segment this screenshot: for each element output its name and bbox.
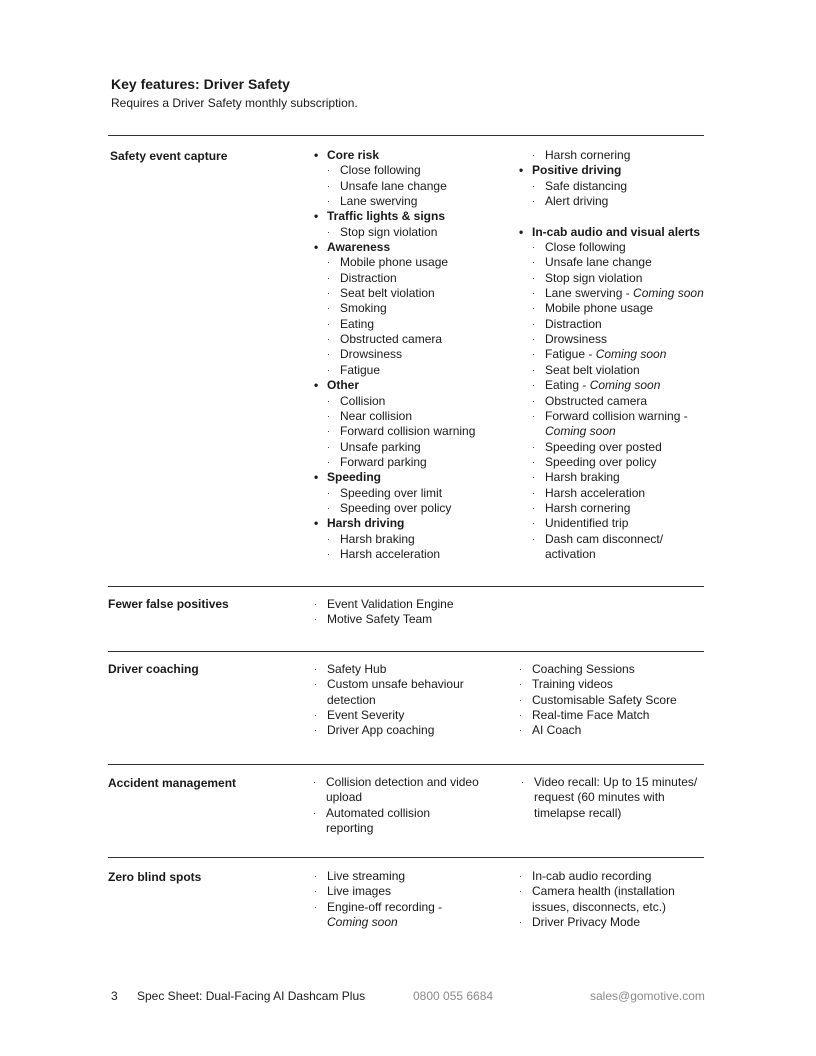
list-item-text: Speeding over policy <box>340 500 452 515</box>
list-item-text: Customisable Safety Score <box>532 692 677 707</box>
list-item <box>327 440 475 455</box>
list-item <box>519 677 677 692</box>
list-item <box>532 363 704 378</box>
list-item-text: Speeding over limit <box>340 485 443 500</box>
list-item-text: detection <box>327 692 376 707</box>
bullet-icon: · <box>327 334 330 345</box>
list-item <box>327 271 475 286</box>
bullet-icon: • <box>314 470 319 485</box>
list-item-text: Smoking <box>340 301 387 316</box>
list-item <box>327 486 475 501</box>
bullet-icon: · <box>532 180 535 191</box>
list-item <box>532 501 704 516</box>
bullet-icon: · <box>313 777 316 787</box>
list-item-text: Speeding over posted <box>545 439 662 454</box>
list-item-text: Obstructed camera <box>545 393 648 408</box>
list-item <box>532 301 704 316</box>
bullet-icon: · <box>532 303 535 314</box>
list-item <box>532 378 704 393</box>
list-item <box>314 378 475 393</box>
list-item-text: Event Validation Engine <box>327 597 454 611</box>
list-item-text: Collision <box>340 393 386 408</box>
bullet-icon: · <box>327 349 330 360</box>
list-item-text: Distraction <box>545 316 602 331</box>
bullet-icon: · <box>532 334 535 345</box>
list-item-note: Coming soon <box>545 424 616 439</box>
list-item-text: Seat belt violation <box>545 362 640 377</box>
list-item-text: Speeding <box>327 470 382 485</box>
list-item <box>532 271 704 286</box>
footer-email: sales@gomotive.com <box>590 989 705 1003</box>
list-item <box>532 179 704 194</box>
list-item <box>314 597 454 612</box>
section-label-zero-blind-spots: Zero blind spots <box>108 870 202 884</box>
list-item-text: Fatigue - <box>545 347 596 362</box>
list-item <box>327 255 475 270</box>
list-item <box>532 440 704 455</box>
list-item <box>327 363 475 378</box>
page-title: Key features: Driver Safety <box>111 76 290 92</box>
list-item <box>327 347 475 362</box>
bullet-icon: • <box>314 209 319 224</box>
list-item-text: Driver App coaching <box>327 723 435 738</box>
list-item <box>314 209 475 224</box>
list-item <box>327 225 475 240</box>
list-item-text: Mobile phone usage <box>340 255 449 270</box>
bullet-icon: · <box>532 150 535 160</box>
section-label-driver-coaching: Driver coaching <box>108 662 199 676</box>
list-accident-col1 <box>313 775 479 836</box>
list-item-text: Video recall: Up to 15 minutes/ <box>534 775 698 789</box>
bullet-icon: · <box>313 807 316 818</box>
list-item-text: Other <box>327 378 360 393</box>
list-item-text: timelapse recall) <box>534 805 622 820</box>
list-item <box>327 194 475 209</box>
bullet-icon: · <box>532 502 535 513</box>
list-item-text: Forward collision warning - <box>545 408 688 423</box>
list-item-text: Drowsiness <box>545 332 608 347</box>
list-item-text: Driver Privacy Mode <box>532 915 641 930</box>
list-item <box>327 424 475 439</box>
list-item-note: Coming soon <box>595 347 667 362</box>
bullet-icon: · <box>327 303 330 314</box>
bullet-icon: · <box>314 901 317 912</box>
bullet-icon: · <box>327 364 330 375</box>
list-item-text: issues, disconnects, etc.) <box>532 899 667 914</box>
list-item-text: Camera health (installation <box>532 884 675 899</box>
list-item-text: Lane swerving <box>340 194 418 209</box>
list-item-text: Coaching Sessions <box>532 662 635 676</box>
list-item-text: Distraction <box>340 270 397 285</box>
list-blind-col1 <box>314 869 442 930</box>
list-item <box>519 708 677 723</box>
bullet-icon: · <box>327 487 330 498</box>
bullet-icon: • <box>519 163 524 178</box>
bullet-icon: · <box>532 441 535 452</box>
list-item <box>327 317 475 332</box>
list-item <box>521 775 697 790</box>
list-item <box>314 516 475 531</box>
list-item <box>519 163 704 178</box>
list-item <box>532 394 704 409</box>
list-item <box>327 394 475 409</box>
bullet-icon: · <box>327 272 330 283</box>
bullet-icon: · <box>532 395 535 406</box>
list-item-text: Dash cam disconnect/ <box>545 531 664 546</box>
bullet-icon: · <box>532 410 535 421</box>
list-item <box>521 806 697 821</box>
list-item <box>327 501 475 516</box>
list-safety-col1 <box>314 148 476 562</box>
bullet-icon: · <box>314 886 317 897</box>
bullet-icon: · <box>327 257 330 268</box>
list-item <box>532 516 704 531</box>
bullet-icon: · <box>532 242 535 253</box>
bullet-icon: · <box>519 710 522 721</box>
section-label-fewer-false-positives: Fewer false positives <box>108 597 229 611</box>
list-blind-col2 <box>519 869 675 930</box>
divider <box>108 764 704 765</box>
bullet-icon: · <box>532 380 535 391</box>
list-item-text: Automated collision <box>326 805 431 820</box>
list-item <box>327 179 475 194</box>
list-item-text: upload <box>326 790 363 805</box>
list-item-text: Harsh driving <box>327 516 405 531</box>
list-item <box>314 884 442 899</box>
list-item-text: Close following <box>545 240 626 255</box>
bullet-icon: · <box>327 165 330 176</box>
list-item <box>532 317 704 332</box>
list-item-text: Positive driving <box>532 163 622 178</box>
divider <box>108 651 704 652</box>
bullet-icon: · <box>519 679 522 690</box>
bullet-icon: · <box>314 871 317 881</box>
list-item-text: Stop sign violation <box>545 270 643 285</box>
list-item <box>327 163 475 178</box>
list-item <box>314 148 475 163</box>
list-item-text: Forward collision warning <box>340 424 476 439</box>
bullet-icon: · <box>532 288 535 299</box>
list-item-text: Safe distancing <box>545 178 628 193</box>
list-item <box>519 662 677 677</box>
list-item-note: Coming soon <box>327 915 398 930</box>
list-item <box>327 409 475 424</box>
bullet-icon: · <box>327 196 330 207</box>
list-item-text: Core risk <box>327 148 380 162</box>
list-item <box>327 301 475 316</box>
bullet-icon: · <box>327 441 330 452</box>
list-item <box>532 347 704 362</box>
list-item-text: Live images <box>327 884 392 899</box>
list-item-text: Custom unsafe behaviour <box>327 677 464 692</box>
list-item <box>314 662 464 677</box>
list-item-text: Engine-off recording - <box>327 899 443 914</box>
footer-phone: 0800 055 6684 <box>413 989 494 1003</box>
bullet-icon: · <box>314 679 317 690</box>
list-item <box>532 240 704 255</box>
list-item-text: Harsh acceleration <box>545 485 646 500</box>
bullet-icon: · <box>327 456 330 467</box>
bullet-icon: · <box>327 395 330 406</box>
footer-page-number: 3 <box>111 989 118 1003</box>
list-item <box>314 677 464 692</box>
list-item <box>314 900 442 915</box>
list-item <box>327 532 475 547</box>
bullet-icon: · <box>519 871 522 881</box>
list-item <box>313 806 479 821</box>
list-item <box>532 547 704 562</box>
bullet-icon: · <box>532 456 535 467</box>
bullet-icon: · <box>532 318 535 329</box>
bullet-icon: • <box>314 148 319 162</box>
list-item <box>532 455 704 470</box>
list-item <box>519 693 677 708</box>
list-item-text: Fatigue <box>340 362 381 377</box>
list-item-text: In-cab audio and visual alerts <box>532 224 701 239</box>
list-item-text: Event Severity <box>327 708 405 723</box>
list-item-text: Drowsiness <box>340 347 403 362</box>
list-item-text: Unidentified trip <box>545 516 629 531</box>
list-item <box>327 455 475 470</box>
list-item <box>314 470 475 485</box>
bullet-icon: · <box>314 664 317 674</box>
page-subtitle: Requires a Driver Safety monthly subscription. <box>111 96 358 110</box>
divider <box>108 586 704 587</box>
list-item-text: In-cab audio recording <box>532 869 652 883</box>
list-item-note: Coming soon <box>633 286 704 301</box>
list-item-text: Stop sign violation <box>340 224 438 239</box>
list-item <box>521 790 697 805</box>
bullet-icon: · <box>532 272 535 283</box>
bullet-icon: · <box>314 614 317 625</box>
list-item-text: Unsafe lane change <box>545 255 652 270</box>
bullet-icon: · <box>327 226 330 237</box>
list-item-text: AI Coach <box>532 723 582 738</box>
list-item-text: Awareness <box>327 240 391 255</box>
divider <box>108 135 704 136</box>
bullet-icon: · <box>314 599 317 609</box>
bullet-icon: · <box>314 710 317 721</box>
list-item <box>314 869 442 884</box>
divider <box>108 857 704 858</box>
bullet-icon: · <box>521 777 524 787</box>
list-item <box>532 148 704 163</box>
list-item-text: Traffic lights & signs <box>327 209 446 224</box>
list-item <box>314 723 464 738</box>
bullet-icon: · <box>532 533 535 544</box>
list-item <box>532 532 704 547</box>
section-label-safety-event-capture: Safety event capture <box>110 149 228 163</box>
list-item-text: Harsh braking <box>340 531 415 546</box>
list-item <box>519 869 675 884</box>
section-label-accident-management: Accident management <box>108 776 237 790</box>
bullet-icon: · <box>314 725 317 736</box>
list-item-text: Harsh cornering <box>545 148 631 162</box>
list-item-text: Near collision <box>340 408 413 423</box>
list-item <box>532 470 704 485</box>
list-item-note: Coming soon <box>589 378 661 393</box>
list-item <box>519 884 675 899</box>
bullet-icon: · <box>327 288 330 299</box>
bullet-icon: · <box>519 886 522 897</box>
list-item <box>314 693 464 708</box>
bullet-icon: · <box>532 257 535 268</box>
bullet-icon: · <box>519 725 522 736</box>
list-item <box>313 790 479 805</box>
list-item-text: Eating - <box>545 378 590 393</box>
list-item <box>314 240 475 255</box>
list-item-text: Live streaming <box>327 869 406 883</box>
list-item <box>327 547 475 562</box>
bullet-icon: · <box>327 502 330 513</box>
list-item-text: Close following <box>340 163 421 178</box>
bullet-icon: • <box>314 240 319 255</box>
list-item-text: Safety Hub <box>327 662 387 676</box>
footer-doc-title: Spec Sheet: Dual-Facing AI Dashcam Plus <box>137 989 366 1003</box>
bullet-icon: · <box>519 917 522 928</box>
bullet-icon: · <box>532 349 535 360</box>
list-coaching-col1 <box>314 662 464 739</box>
list-item-text: Real-time Face Match <box>532 708 650 723</box>
bullet-icon: · <box>532 364 535 375</box>
list-item <box>519 224 704 240</box>
bullet-icon: · <box>327 533 330 544</box>
list-item-text: Training videos <box>532 677 613 692</box>
list-item-text: Obstructed camera <box>340 332 443 347</box>
list-item <box>532 255 704 270</box>
list-item-text: Forward parking <box>340 454 427 469</box>
list-item <box>532 332 704 347</box>
list-item-text: reporting <box>326 821 374 836</box>
list-item <box>519 900 675 915</box>
list-item <box>314 612 454 627</box>
bullet-icon: • <box>519 224 524 239</box>
list-item <box>313 775 479 790</box>
list-item <box>532 286 704 301</box>
list-item-text: Unsafe parking <box>340 439 421 454</box>
list-item <box>532 424 704 439</box>
list-item <box>519 723 677 738</box>
list-safety-col2 <box>519 148 704 562</box>
bullet-icon: · <box>532 487 535 498</box>
list-item-text: Motive Safety Team <box>327 612 433 627</box>
list-item <box>327 286 475 301</box>
list-accident-col2 <box>521 775 697 821</box>
list-item-text: Mobile phone usage <box>545 301 654 316</box>
list-item-text: Harsh cornering <box>545 500 631 515</box>
bullet-icon: • <box>314 516 319 531</box>
list-item-text: Eating <box>340 316 375 331</box>
list-item <box>519 915 675 930</box>
bullet-icon: · <box>532 196 535 207</box>
list-item-text: Lane swerving - <box>545 286 634 301</box>
list-item-text: request (60 minutes with <box>534 790 665 805</box>
list-item <box>327 332 475 347</box>
bullet-icon: · <box>327 180 330 191</box>
list-item-text: Collision detection and video <box>326 775 479 789</box>
bullet-icon: · <box>519 664 522 674</box>
list-item-text: Speeding over policy <box>545 454 657 469</box>
list-item-text: Harsh acceleration <box>340 546 441 561</box>
list-item <box>532 209 704 224</box>
bullet-icon: · <box>327 318 330 329</box>
list-item-text: activation <box>545 546 596 561</box>
bullet-icon: · <box>532 518 535 529</box>
bullet-icon: · <box>327 548 330 559</box>
list-item <box>314 915 442 930</box>
bullet-icon: · <box>519 694 522 705</box>
list-item-text: Seat belt violation <box>340 286 435 301</box>
bullet-icon: · <box>327 426 330 437</box>
list-item-text: Harsh braking <box>545 470 620 485</box>
bullet-icon: • <box>314 378 319 393</box>
bullet-icon: · <box>327 410 330 421</box>
list-item-text: Alert driving <box>545 194 609 209</box>
list-false-positives <box>314 597 454 628</box>
list-item <box>532 486 704 501</box>
list-coaching-col2 <box>519 662 677 739</box>
list-item-text: Unsafe lane change <box>340 178 447 193</box>
list-item <box>532 194 704 209</box>
list-item <box>314 708 464 723</box>
list-item <box>532 409 704 424</box>
list-item <box>313 821 479 836</box>
bullet-icon: · <box>532 472 535 483</box>
